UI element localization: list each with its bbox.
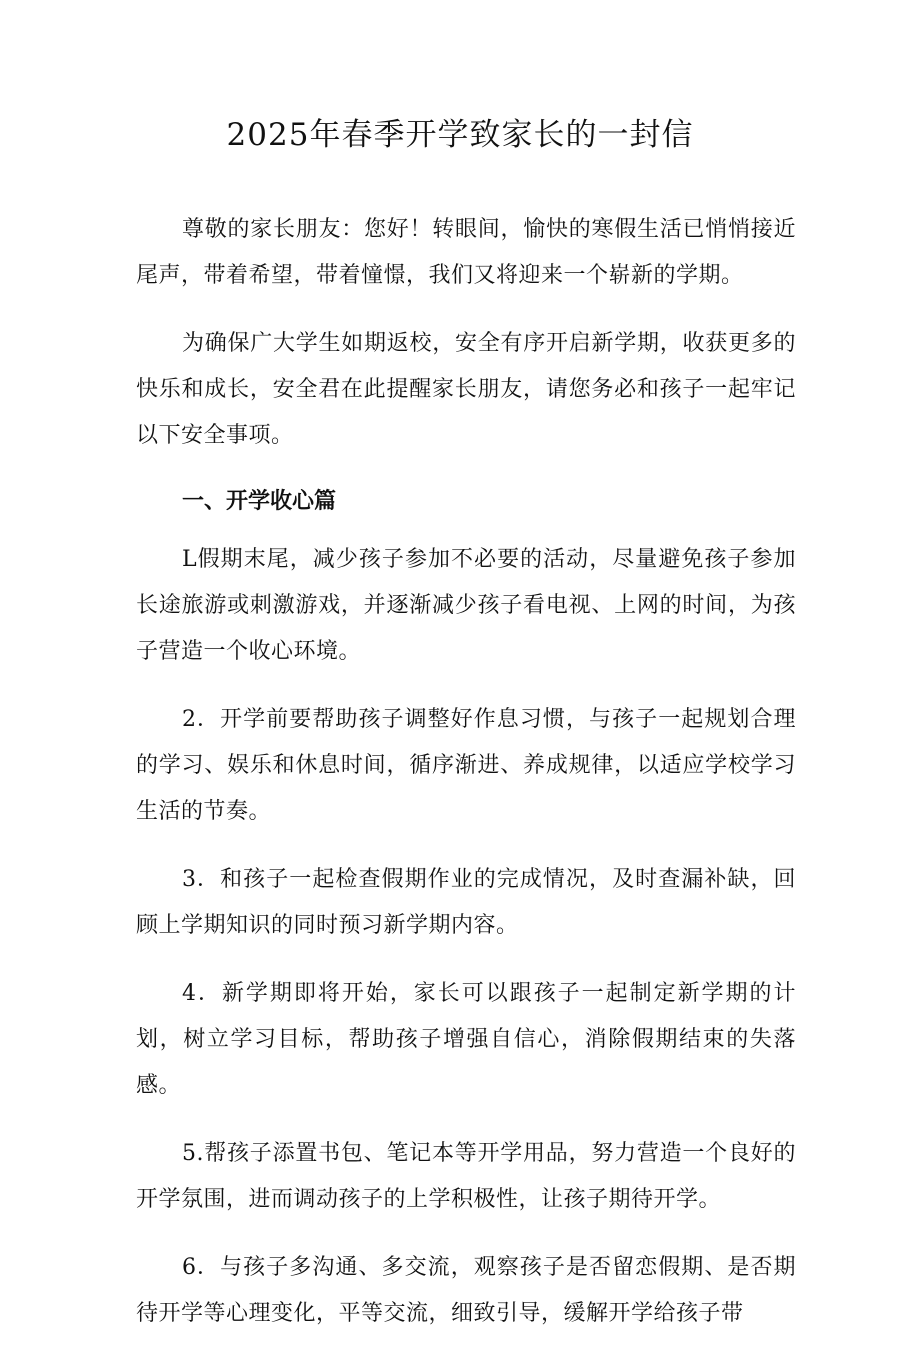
- list-item: 5.帮孩子添置书包、笔记本等开学用品，努力营造一个良好的开学氛围，进而调动孩子的上学积极性，让孩子期待开学。: [136, 1141, 796, 1212]
- list-item: L假期末尾，减少孩子参加不必要的活动，尽量避免孩子参加长途旅游或刺激游戏，并逐渐减少孩子看电视、上网的时间，为孩子营造一个收心环境。: [136, 547, 796, 664]
- greeting-paragraph: 尊敬的家长朋友：您好！转眼间，愉快的寒假生活已悄悄接近尾声，带着希望，带着憧憬，我们又将迎来一个崭新的学期。: [136, 217, 796, 288]
- document-body: [136, 207, 796, 1359]
- intro-paragraph: 为确保广大学生如期返校，安全有序开启新学期，收获更多的快乐和成长，安全君在此提醒家长朋友，请您务必和孩子一起牢记以下安全事项。: [136, 331, 796, 448]
- list-item: 4．新学期即将开始，家长可以跟孩子一起制定新学期的计划，树立学习目标，帮助孩子增强自信心，消除假期结束的失落感。: [136, 981, 796, 1098]
- document-title: 2025年春季开学致家长的一封信: [226, 117, 694, 153]
- list-item: 6．与孩子多沟通、多交流，观察孩子是否留恋假期、是否期待开学等心理变化，平等交流，细致引导，缓解开学给孩子带: [136, 1255, 796, 1326]
- list-item: 2．开学前要帮助孩子调整好作息习惯，与孩子一起规划合理的学习、娱乐和休息时间，循序渐进、养成规律，以适应学校学习生活的节奏。: [136, 707, 796, 824]
- section-heading: 一、开学收心篇: [182, 489, 337, 514]
- list-item: 3．和孩子一起检查假期作业的完成情况，及时查漏补缺，回顾上学期知识的同时预习新学期内容。: [136, 867, 796, 938]
